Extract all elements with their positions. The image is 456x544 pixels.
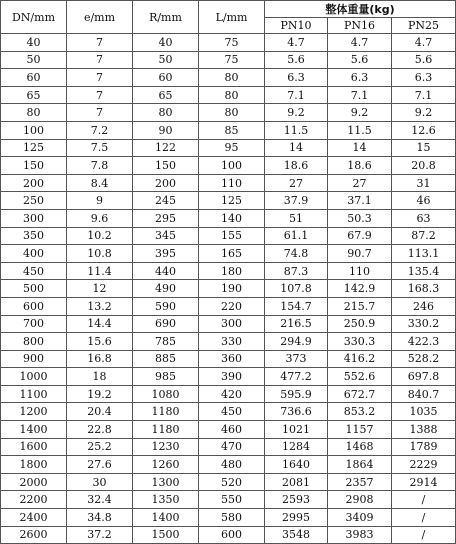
l-cell: 450 [199, 403, 265, 421]
dn-cell: 50 [1, 51, 67, 69]
pn16-cell: 672.7 [328, 385, 392, 403]
table-row [1, 526, 456, 544]
table-row [1, 509, 456, 527]
l-cell: 75 [199, 51, 265, 69]
l-cell: 300 [199, 315, 265, 333]
pn16-cell: 1468 [328, 438, 392, 456]
pn16-cell: 18.6 [328, 157, 392, 175]
l-cell: 100 [199, 157, 265, 175]
table-body [1, 34, 456, 544]
e-cell: 10.2 [67, 227, 133, 245]
dn-cell: 65 [1, 86, 67, 104]
pn25-cell: 46 [392, 192, 456, 210]
header-dn: DN/mm [1, 1, 67, 34]
pn16-cell: 7.1 [328, 86, 392, 104]
pn25-cell: 15 [392, 139, 456, 157]
r-cell: 50 [133, 51, 199, 69]
pn10-cell: 27 [265, 174, 328, 192]
table-row [1, 121, 456, 139]
l-cell: 75 [199, 34, 265, 52]
pn10-cell: 87.3 [265, 262, 328, 280]
pn10-cell: 736.6 [265, 403, 328, 421]
table-row [1, 315, 456, 333]
table-row [1, 69, 456, 87]
pn10-cell: 294.9 [265, 333, 328, 351]
pn10-cell: 37.9 [265, 192, 328, 210]
dn-cell: 400 [1, 245, 67, 263]
dn-cell: 300 [1, 209, 67, 227]
pn10-cell: 2995 [265, 509, 328, 527]
l-cell: 110 [199, 174, 265, 192]
r-cell: 1080 [133, 385, 199, 403]
l-cell: 80 [199, 104, 265, 122]
table-row [1, 368, 456, 386]
e-cell: 15.6 [67, 333, 133, 351]
dn-cell: 1200 [1, 403, 67, 421]
table-row [1, 350, 456, 368]
pn10-cell: 4.7 [265, 34, 328, 52]
e-cell: 7 [67, 104, 133, 122]
table-row [1, 385, 456, 403]
r-cell: 65 [133, 86, 199, 104]
r-cell: 490 [133, 280, 199, 298]
pn16-cell: 1864 [328, 456, 392, 474]
pn25-cell: 528.2 [392, 350, 456, 368]
table-row [1, 227, 456, 245]
pn25-cell: 4.7 [392, 34, 456, 52]
pn25-cell: 9.2 [392, 104, 456, 122]
pn10-cell: 51 [265, 209, 328, 227]
table-row [1, 438, 456, 456]
table-row [1, 192, 456, 210]
dn-cell: 2000 [1, 473, 67, 491]
pn10-cell: 1640 [265, 456, 328, 474]
e-cell: 25.2 [67, 438, 133, 456]
l-cell: 390 [199, 368, 265, 386]
pn25-cell: 63 [392, 209, 456, 227]
e-cell: 27.6 [67, 456, 133, 474]
pn16-cell: 90.7 [328, 245, 392, 263]
table-row [1, 333, 456, 351]
l-cell: 470 [199, 438, 265, 456]
l-cell: 180 [199, 262, 265, 280]
table-row [1, 245, 456, 263]
pn16-cell: 9.2 [328, 104, 392, 122]
header-weight-group: 整体重量(kg) [265, 1, 456, 18]
pn25-cell: 422.3 [392, 333, 456, 351]
pn25-cell: / [392, 509, 456, 527]
r-cell: 1500 [133, 526, 199, 544]
pn16-cell: 110 [328, 262, 392, 280]
r-cell: 60 [133, 69, 199, 87]
header-e: e/mm [67, 1, 133, 34]
pn10-cell: 9.2 [265, 104, 328, 122]
e-cell: 7.2 [67, 121, 133, 139]
pn25-cell: 135.4 [392, 262, 456, 280]
pn16-cell: 5.6 [328, 51, 392, 69]
r-cell: 345 [133, 227, 199, 245]
header-r: R/mm [133, 1, 199, 34]
e-cell: 9.6 [67, 209, 133, 227]
table-row [1, 297, 456, 315]
pn25-cell: 31 [392, 174, 456, 192]
pn16-cell: 2908 [328, 491, 392, 509]
pn10-cell: 373 [265, 350, 328, 368]
l-cell: 360 [199, 350, 265, 368]
r-cell: 122 [133, 139, 199, 157]
r-cell: 395 [133, 245, 199, 263]
pn10-cell: 61.1 [265, 227, 328, 245]
l-cell: 330 [199, 333, 265, 351]
r-cell: 90 [133, 121, 199, 139]
pn25-cell: 2229 [392, 456, 456, 474]
pn16-cell: 6.3 [328, 69, 392, 87]
e-cell: 19.2 [67, 385, 133, 403]
dn-cell: 600 [1, 297, 67, 315]
dn-cell: 2200 [1, 491, 67, 509]
pn25-cell: 1789 [392, 438, 456, 456]
e-cell: 30 [67, 473, 133, 491]
dn-cell: 40 [1, 34, 67, 52]
dn-cell: 700 [1, 315, 67, 333]
pn10-cell: 6.3 [265, 69, 328, 87]
e-cell: 18 [67, 368, 133, 386]
pn16-cell: 1157 [328, 421, 392, 439]
r-cell: 1400 [133, 509, 199, 527]
r-cell: 1180 [133, 421, 199, 439]
e-cell: 7 [67, 34, 133, 52]
pn10-cell: 14 [265, 139, 328, 157]
l-cell: 480 [199, 456, 265, 474]
pn10-cell: 216.5 [265, 315, 328, 333]
table-row [1, 139, 456, 157]
table-row [1, 421, 456, 439]
e-cell: 10.8 [67, 245, 133, 263]
table-row [1, 51, 456, 69]
table-row [1, 491, 456, 509]
l-cell: 600 [199, 526, 265, 544]
r-cell: 1180 [133, 403, 199, 421]
pn25-cell: 5.6 [392, 51, 456, 69]
pn10-cell: 7.1 [265, 86, 328, 104]
e-cell: 7 [67, 51, 133, 69]
pn25-cell: 1388 [392, 421, 456, 439]
l-cell: 190 [199, 280, 265, 298]
r-cell: 985 [133, 368, 199, 386]
l-cell: 580 [199, 509, 265, 527]
pn25-cell: 2914 [392, 473, 456, 491]
e-cell: 7.8 [67, 157, 133, 175]
l-cell: 85 [199, 121, 265, 139]
pn16-cell: 37.1 [328, 192, 392, 210]
e-cell: 7.5 [67, 139, 133, 157]
r-cell: 590 [133, 297, 199, 315]
l-cell: 460 [199, 421, 265, 439]
dn-cell: 150 [1, 157, 67, 175]
l-cell: 80 [199, 69, 265, 87]
r-cell: 150 [133, 157, 199, 175]
pn16-cell: 27 [328, 174, 392, 192]
pn10-cell: 1284 [265, 438, 328, 456]
pn10-cell: 74.8 [265, 245, 328, 263]
header-l: L/mm [199, 1, 265, 34]
pn16-cell: 11.5 [328, 121, 392, 139]
pn25-cell: 1035 [392, 403, 456, 421]
dn-cell: 125 [1, 139, 67, 157]
pn16-cell: 50.3 [328, 209, 392, 227]
pn16-cell: 552.6 [328, 368, 392, 386]
dn-cell: 100 [1, 121, 67, 139]
dn-cell: 350 [1, 227, 67, 245]
pn16-cell: 853.2 [328, 403, 392, 421]
table-row [1, 262, 456, 280]
r-cell: 40 [133, 34, 199, 52]
pn16-cell: 250.9 [328, 315, 392, 333]
e-cell: 13.2 [67, 297, 133, 315]
pn16-cell: 3409 [328, 509, 392, 527]
header-pn16: PN16 [328, 18, 392, 34]
e-cell: 22.8 [67, 421, 133, 439]
pn25-cell: 12.6 [392, 121, 456, 139]
dn-cell: 800 [1, 333, 67, 351]
pn10-cell: 595.9 [265, 385, 328, 403]
r-cell: 1230 [133, 438, 199, 456]
table-row [1, 473, 456, 491]
table-row [1, 403, 456, 421]
r-cell: 80 [133, 104, 199, 122]
e-cell: 7 [67, 86, 133, 104]
dn-cell: 1400 [1, 421, 67, 439]
pn25-cell: / [392, 491, 456, 509]
r-cell: 245 [133, 192, 199, 210]
dn-cell: 1800 [1, 456, 67, 474]
pn25-cell: 840.7 [392, 385, 456, 403]
dn-cell: 1600 [1, 438, 67, 456]
r-cell: 690 [133, 315, 199, 333]
pn16-cell: 215.7 [328, 297, 392, 315]
pn10-cell: 477.2 [265, 368, 328, 386]
l-cell: 520 [199, 473, 265, 491]
dn-cell: 1100 [1, 385, 67, 403]
r-cell: 885 [133, 350, 199, 368]
table-row [1, 174, 456, 192]
pn25-cell: 168.3 [392, 280, 456, 298]
r-cell: 785 [133, 333, 199, 351]
pn16-cell: 4.7 [328, 34, 392, 52]
e-cell: 8.4 [67, 174, 133, 192]
pn25-cell: 20.8 [392, 157, 456, 175]
pn16-cell: 14 [328, 139, 392, 157]
pn25-cell: / [392, 526, 456, 544]
header-pn25: PN25 [392, 18, 456, 34]
table-row [1, 157, 456, 175]
pn10-cell: 2081 [265, 473, 328, 491]
dn-cell: 900 [1, 350, 67, 368]
pn25-cell: 7.1 [392, 86, 456, 104]
l-cell: 80 [199, 86, 265, 104]
r-cell: 200 [133, 174, 199, 192]
pn10-cell: 154.7 [265, 297, 328, 315]
pn25-cell: 697.8 [392, 368, 456, 386]
l-cell: 220 [199, 297, 265, 315]
pn10-cell: 107.8 [265, 280, 328, 298]
l-cell: 420 [199, 385, 265, 403]
pn16-cell: 142.9 [328, 280, 392, 298]
dn-cell: 450 [1, 262, 67, 280]
r-cell: 1300 [133, 473, 199, 491]
e-cell: 20.4 [67, 403, 133, 421]
r-cell: 1260 [133, 456, 199, 474]
e-cell: 14.4 [67, 315, 133, 333]
e-cell: 12 [67, 280, 133, 298]
dn-cell: 250 [1, 192, 67, 210]
pn25-cell: 6.3 [392, 69, 456, 87]
table-row [1, 280, 456, 298]
pn16-cell: 3983 [328, 526, 392, 544]
pn25-cell: 87.2 [392, 227, 456, 245]
pn10-cell: 1021 [265, 421, 328, 439]
dn-cell: 2400 [1, 509, 67, 527]
dn-cell: 500 [1, 280, 67, 298]
r-cell: 440 [133, 262, 199, 280]
e-cell: 7 [67, 69, 133, 87]
pn16-cell: 2357 [328, 473, 392, 491]
pn25-cell: 113.1 [392, 245, 456, 263]
pn25-cell: 330.2 [392, 315, 456, 333]
r-cell: 295 [133, 209, 199, 227]
l-cell: 125 [199, 192, 265, 210]
e-cell: 9 [67, 192, 133, 210]
e-cell: 11.4 [67, 262, 133, 280]
dn-cell: 2600 [1, 526, 67, 544]
table-row [1, 34, 456, 52]
e-cell: 37.2 [67, 526, 133, 544]
pn10-cell: 2593 [265, 491, 328, 509]
dn-cell: 80 [1, 104, 67, 122]
l-cell: 95 [199, 139, 265, 157]
pn10-cell: 11.5 [265, 121, 328, 139]
header-pn10: PN10 [265, 18, 328, 34]
pn10-cell: 18.6 [265, 157, 328, 175]
r-cell: 1350 [133, 491, 199, 509]
e-cell: 34.8 [67, 509, 133, 527]
table-row [1, 104, 456, 122]
table-row [1, 456, 456, 474]
l-cell: 165 [199, 245, 265, 263]
e-cell: 32.4 [67, 491, 133, 509]
pn10-cell: 3548 [265, 526, 328, 544]
pn16-cell: 416.2 [328, 350, 392, 368]
pn16-cell: 67.9 [328, 227, 392, 245]
dn-cell: 1000 [1, 368, 67, 386]
table-row [1, 209, 456, 227]
dn-cell: 200 [1, 174, 67, 192]
pn16-cell: 330.3 [328, 333, 392, 351]
pn25-cell: 246 [392, 297, 456, 315]
l-cell: 140 [199, 209, 265, 227]
l-cell: 550 [199, 491, 265, 509]
pn10-cell: 5.6 [265, 51, 328, 69]
dn-cell: 60 [1, 69, 67, 87]
table-row [1, 86, 456, 104]
l-cell: 155 [199, 227, 265, 245]
e-cell: 16.8 [67, 350, 133, 368]
